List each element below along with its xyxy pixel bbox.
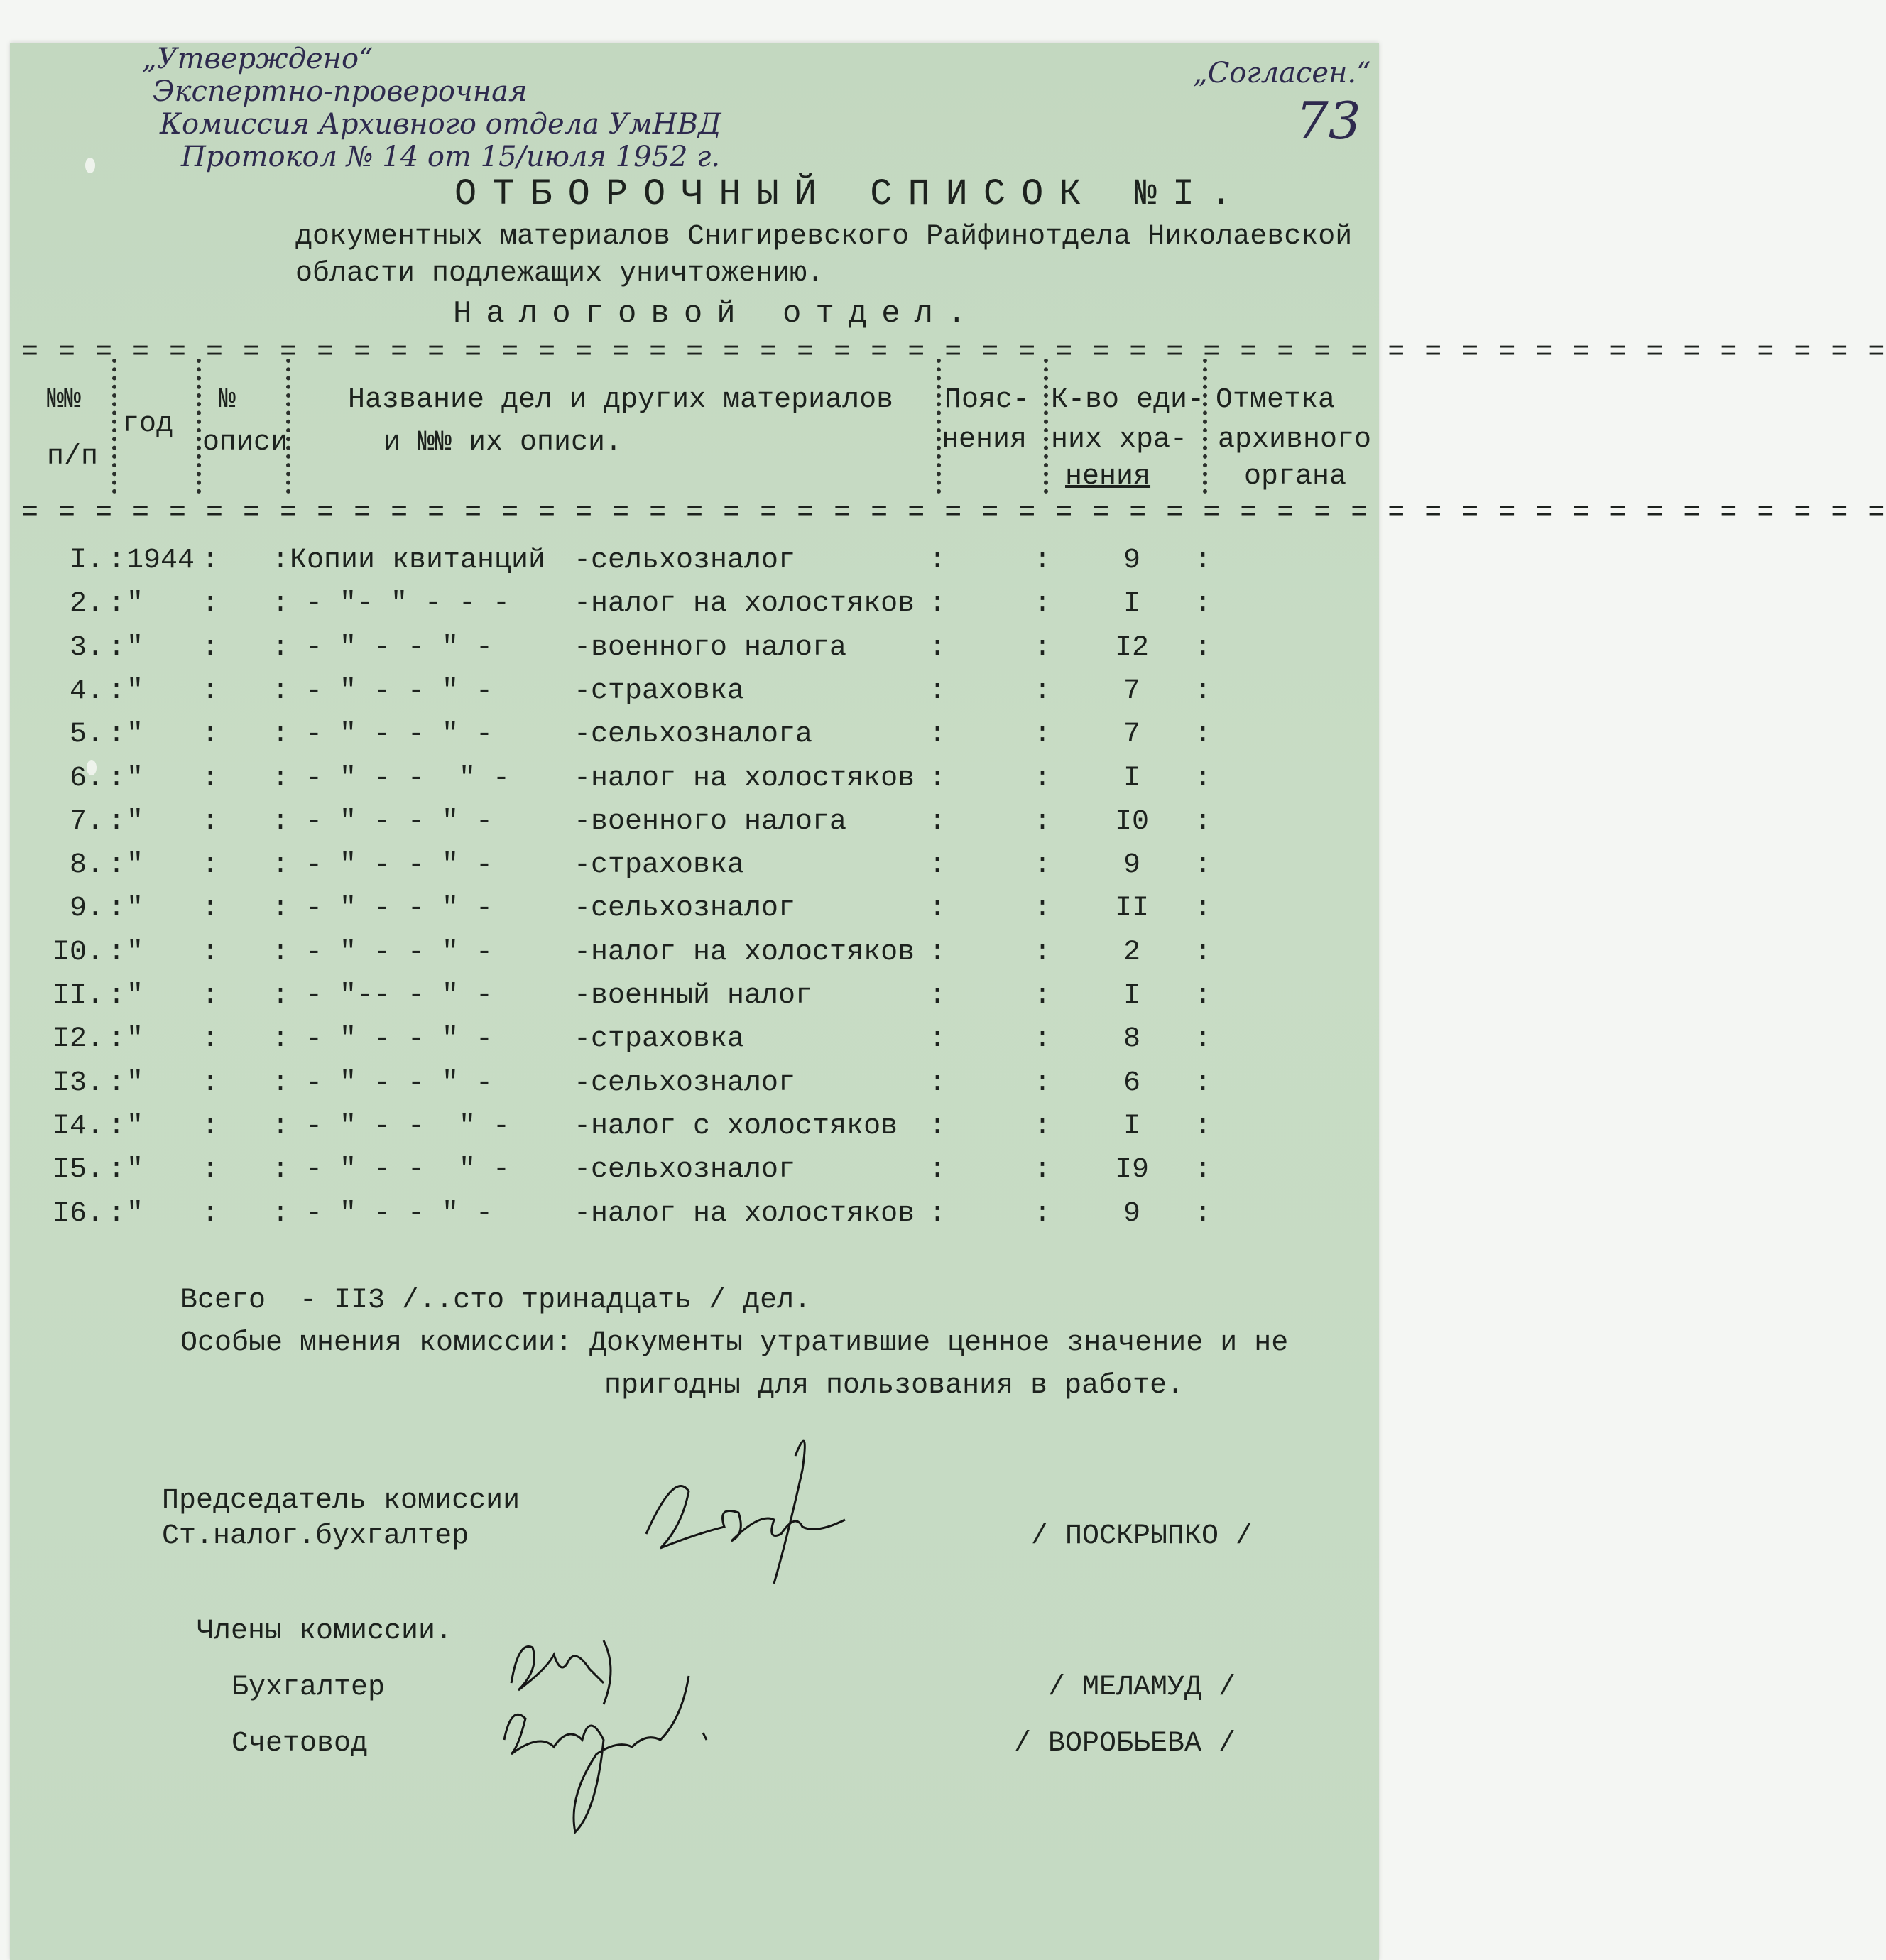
column-separator: :	[108, 675, 126, 707]
column-separator: :	[202, 1154, 219, 1186]
row-ditto-prefix: Копии квитанций	[290, 545, 546, 577]
column-separator: :	[272, 763, 290, 795]
row-item-name: -страховка	[574, 675, 745, 707]
col-notes-header: нения	[942, 424, 1028, 456]
column-separator: :	[929, 1067, 947, 1099]
column-separator: :	[1194, 545, 1212, 577]
column-separator: :	[272, 1198, 290, 1230]
approval-annotation-line: Экспертно-проверочная	[153, 75, 528, 108]
row-item-name: -сельхозналог	[574, 893, 796, 925]
column-separator: :	[272, 632, 290, 664]
column-separator: :	[1194, 1067, 1212, 1099]
row-ditto-prefix: - " - - " -	[305, 675, 494, 707]
column-separator: :	[1034, 545, 1052, 577]
col-num-header: №№	[47, 384, 82, 416]
row-number: 2.	[69, 588, 104, 620]
column-separator: :	[272, 719, 290, 751]
row-number: I3.	[52, 1067, 104, 1099]
column-separator: :	[202, 632, 219, 664]
column-divider	[112, 359, 116, 494]
column-separator: :	[1034, 1198, 1052, 1230]
row-ditto-prefix: - " - - " -	[305, 893, 494, 925]
row-number: 7.	[69, 806, 104, 838]
column-separator: :	[108, 980, 126, 1012]
row-unit-count: I0	[1114, 806, 1149, 838]
column-separator: :	[929, 1154, 947, 1186]
column-separator: :	[108, 1023, 126, 1055]
commission-opinion: Особые мнения комиссии: Документы утратившие ценное значение и не	[180, 1327, 1289, 1359]
column-separator: :	[108, 1198, 126, 1230]
column-separator: :	[1194, 675, 1212, 707]
column-separator: :	[272, 1023, 290, 1055]
column-separator: :	[272, 980, 290, 1012]
column-separator: :	[1034, 937, 1052, 969]
row-number: 6.	[69, 763, 104, 795]
column-separator: :	[929, 806, 947, 838]
col-mark-header: органа	[1244, 461, 1347, 493]
column-separator: :	[108, 545, 126, 577]
column-separator: :	[108, 806, 126, 838]
row-year: "	[126, 1023, 144, 1055]
row-number: I5.	[52, 1154, 104, 1186]
row-unit-count: 9	[1123, 1198, 1140, 1230]
table-top-rule: = = = = = = = = = = = = = = = = = = = = = = = = = = = = = = = = = = = = = = = = = = = = = = = = = = =	[21, 337, 1886, 369]
agreed-annotation: „Согласен.“	[1193, 57, 1371, 89]
row-unit-count: 7	[1123, 675, 1140, 707]
column-divider	[1044, 359, 1048, 494]
column-separator: :	[1194, 893, 1212, 925]
column-separator: :	[1034, 1111, 1052, 1143]
column-separator: :	[1194, 849, 1212, 881]
row-unit-count: 9	[1123, 545, 1140, 577]
row-year: "	[126, 849, 144, 881]
row-number: 4.	[69, 675, 104, 707]
row-unit-count: 9	[1123, 849, 1140, 881]
row-ditto-prefix: - " - - " -	[305, 1067, 494, 1099]
row-unit-count: I	[1123, 980, 1140, 1012]
row-ditto-prefix: - " - - " -	[305, 1198, 494, 1230]
column-separator: :	[1194, 1023, 1212, 1055]
column-separator: :	[1194, 1154, 1212, 1186]
approval-annotation-line: „Утверждено“	[142, 43, 374, 75]
page-number: 73	[1296, 91, 1361, 151]
column-separator: :	[202, 980, 219, 1012]
row-year: "	[126, 763, 144, 795]
punch-hole	[85, 158, 95, 173]
column-separator: :	[202, 763, 219, 795]
row-unit-count: I2	[1114, 632, 1149, 664]
col-inventory-header: описи	[202, 427, 288, 459]
row-ditto-prefix: - " - - " -	[305, 763, 511, 795]
column-separator: :	[272, 937, 290, 969]
column-separator: :	[202, 1067, 219, 1099]
column-separator: :	[272, 849, 290, 881]
row-year: "	[126, 719, 144, 751]
row-year: "	[126, 588, 144, 620]
column-separator: :	[1034, 719, 1052, 751]
document-title: ОТБОРОЧНЫЙ СПИСОК №I.	[454, 173, 1248, 215]
row-year: "	[126, 980, 144, 1012]
row-number: 3.	[69, 632, 104, 664]
column-separator: :	[202, 588, 219, 620]
column-separator: :	[272, 588, 290, 620]
column-separator: :	[929, 980, 947, 1012]
row-item-name: -налог на холостяков	[574, 588, 915, 620]
column-separator: :	[929, 937, 947, 969]
row-ditto-prefix: - " - - " -	[305, 849, 494, 881]
member-name: / ВОРОБЬЕВА /	[1014, 1728, 1236, 1760]
column-separator: :	[108, 1067, 126, 1099]
column-separator: :	[1194, 632, 1212, 664]
row-item-name: -военного налога	[574, 632, 847, 664]
approval-annotation-line: Протокол № 14 от 15/июля 1952 г.	[181, 141, 721, 173]
column-separator: :	[202, 893, 219, 925]
document-subtitle: документных материалов Снигиревского Райфинотдела Николаевской	[295, 221, 1353, 253]
row-unit-count: II	[1114, 893, 1149, 925]
row-year: 1944	[126, 545, 195, 577]
column-separator: :	[1034, 675, 1052, 707]
column-separator: :	[929, 849, 947, 881]
row-item-name: -сельхозналог	[574, 1067, 796, 1099]
row-year: "	[126, 1154, 144, 1186]
column-separator: :	[272, 1067, 290, 1099]
column-separator: :	[1034, 632, 1052, 664]
row-unit-count: 8	[1123, 1023, 1140, 1055]
column-separator: :	[1194, 588, 1212, 620]
department-heading: Налоговой отдел.	[453, 296, 981, 332]
row-year: "	[126, 937, 144, 969]
row-ditto-prefix: - " - - " -	[305, 1154, 511, 1186]
column-separator: :	[202, 1111, 219, 1143]
column-separator: :	[108, 632, 126, 664]
row-ditto-prefix: - " - - " -	[305, 1111, 511, 1143]
chairman-title: Председатель комиссии	[162, 1485, 520, 1517]
column-separator: :	[272, 806, 290, 838]
row-year: "	[126, 1111, 144, 1143]
column-separator: :	[202, 806, 219, 838]
column-separator: :	[1034, 806, 1052, 838]
row-unit-count: 2	[1123, 937, 1140, 969]
row-item-name: -налог на холостяков	[574, 1198, 915, 1230]
col-mark-header: архивного	[1218, 424, 1372, 456]
row-year: "	[126, 1198, 144, 1230]
column-separator: :	[929, 763, 947, 795]
row-unit-count: I	[1123, 1111, 1140, 1143]
chairman-signature	[632, 1427, 866, 1591]
col-name-header: и №№ их описи.	[383, 427, 623, 459]
row-item-name: -военный налог	[574, 980, 813, 1012]
col-units-header: К-во еди-	[1051, 384, 1205, 416]
column-separator: :	[929, 675, 947, 707]
column-separator: :	[929, 893, 947, 925]
row-number: I2.	[52, 1023, 104, 1055]
approval-annotation-line: Комиссия Архивного отдела УмНВД	[160, 108, 721, 141]
row-ditto-prefix: - " - - " -	[305, 806, 494, 838]
column-separator: :	[272, 675, 290, 707]
row-item-name: -налог с холостяков	[574, 1111, 898, 1143]
row-number: 9.	[69, 893, 104, 925]
member-title: Счетовод	[231, 1728, 369, 1760]
row-ditto-prefix: - " - - " -	[305, 937, 494, 969]
column-separator: :	[1034, 1067, 1052, 1099]
column-separator: :	[1034, 980, 1052, 1012]
column-separator: :	[272, 545, 290, 577]
document-subtitle: области подлежащих уничтожению.	[295, 258, 824, 290]
column-separator: :	[1034, 1154, 1052, 1186]
row-number: I4.	[52, 1111, 104, 1143]
row-ditto-prefix: - " - - " -	[305, 719, 494, 751]
row-unit-count: 6	[1123, 1067, 1140, 1099]
column-separator: :	[202, 849, 219, 881]
column-separator: :	[1034, 1023, 1052, 1055]
column-separator: :	[1194, 1111, 1212, 1143]
row-item-name: -страховка	[574, 1023, 745, 1055]
column-separator: :	[929, 719, 947, 751]
row-item-name: -страховка	[574, 849, 745, 881]
table-header-rule: = = = = = = = = = = = = = = = = = = = = = = = = = = = = = = = = = = = = = = = = = = = = = = = = = = =	[21, 497, 1886, 529]
row-ditto-prefix: - "- " - - -	[305, 588, 511, 620]
column-separator: :	[1194, 763, 1212, 795]
column-separator: :	[202, 545, 219, 577]
column-separator: :	[272, 1154, 290, 1186]
column-separator: :	[108, 1154, 126, 1186]
row-item-name: -налог на холостяков	[574, 937, 915, 969]
column-separator: :	[1034, 588, 1052, 620]
col-units-header: них хра-	[1051, 424, 1188, 456]
row-number: 8.	[69, 849, 104, 881]
row-ditto-prefix: - "-- - " -	[305, 980, 494, 1012]
column-separator: :	[108, 588, 126, 620]
col-year-header: год	[122, 408, 174, 440]
column-separator: :	[929, 632, 947, 664]
row-unit-count: I	[1123, 763, 1140, 795]
row-item-name: -налог на холостяков	[574, 763, 915, 795]
column-separator: :	[1194, 806, 1212, 838]
column-separator: :	[272, 1111, 290, 1143]
row-unit-count: I9	[1114, 1154, 1149, 1186]
col-inventory-header: №	[219, 384, 236, 416]
row-number: 5.	[69, 719, 104, 751]
row-number: I.	[69, 545, 104, 577]
column-separator: :	[929, 1198, 947, 1230]
column-separator: :	[202, 1023, 219, 1055]
column-divider	[197, 359, 201, 494]
accountant-signature	[497, 1626, 753, 1846]
column-separator: :	[108, 719, 126, 751]
column-divider	[1203, 359, 1207, 494]
row-year: "	[126, 806, 144, 838]
row-number: I6.	[52, 1198, 104, 1230]
column-separator: :	[108, 893, 126, 925]
column-separator: :	[929, 588, 947, 620]
column-separator: :	[1194, 1198, 1212, 1230]
row-unit-count: I	[1123, 588, 1140, 620]
row-item-name: -сельхозналог	[574, 1154, 796, 1186]
row-item-name: -сельхозналога	[574, 719, 813, 751]
column-separator: :	[202, 719, 219, 751]
row-item-name: -сельхозналог	[574, 545, 796, 577]
col-name-header: Название дел и других материалов	[348, 384, 894, 416]
column-separator: :	[108, 763, 126, 795]
column-separator: :	[929, 1023, 947, 1055]
row-ditto-prefix: - " - - " -	[305, 1023, 494, 1055]
chairman-name: / ПОСКРЫПКО /	[1031, 1520, 1253, 1552]
row-year: "	[126, 675, 144, 707]
column-separator: :	[202, 675, 219, 707]
col-units-header: нения	[1065, 461, 1151, 493]
column-separator: :	[108, 937, 126, 969]
row-item-name: -военного налога	[574, 806, 847, 838]
column-separator: :	[1194, 980, 1212, 1012]
col-mark-header: Отметка	[1216, 384, 1336, 416]
column-separator: :	[929, 1111, 947, 1143]
total-line: Всего - II3 /..сто тринадцать / дел.	[180, 1285, 812, 1317]
row-ditto-prefix: - " - - " -	[305, 632, 494, 664]
member-name: / МЕЛАМУД /	[1048, 1672, 1236, 1704]
col-num-header: п/п	[47, 441, 99, 473]
row-year: "	[126, 1067, 144, 1099]
chairman-position: Ст.налог.бухгалтер	[162, 1520, 469, 1552]
row-number: I0.	[52, 937, 104, 969]
column-separator: :	[108, 849, 126, 881]
members-label: Члены комиссии.	[197, 1616, 453, 1648]
member-title: Бухгалтер	[231, 1672, 386, 1704]
column-separator: :	[929, 545, 947, 577]
column-separator: :	[202, 937, 219, 969]
column-separator: :	[1034, 849, 1052, 881]
row-unit-count: 7	[1123, 719, 1140, 751]
column-separator: :	[1194, 719, 1212, 751]
row-number: II.	[52, 980, 104, 1012]
column-separator: :	[1034, 893, 1052, 925]
column-separator: :	[108, 1111, 126, 1143]
column-divider	[937, 359, 941, 494]
column-separator: :	[1034, 763, 1052, 795]
column-separator: :	[272, 893, 290, 925]
row-year: "	[126, 893, 144, 925]
col-notes-header: Пояс-	[944, 384, 1030, 416]
commission-opinion: пригодны для пользования в работе.	[604, 1370, 1184, 1402]
column-separator: :	[202, 1198, 219, 1230]
row-year: "	[126, 632, 144, 664]
column-separator: :	[1194, 937, 1212, 969]
